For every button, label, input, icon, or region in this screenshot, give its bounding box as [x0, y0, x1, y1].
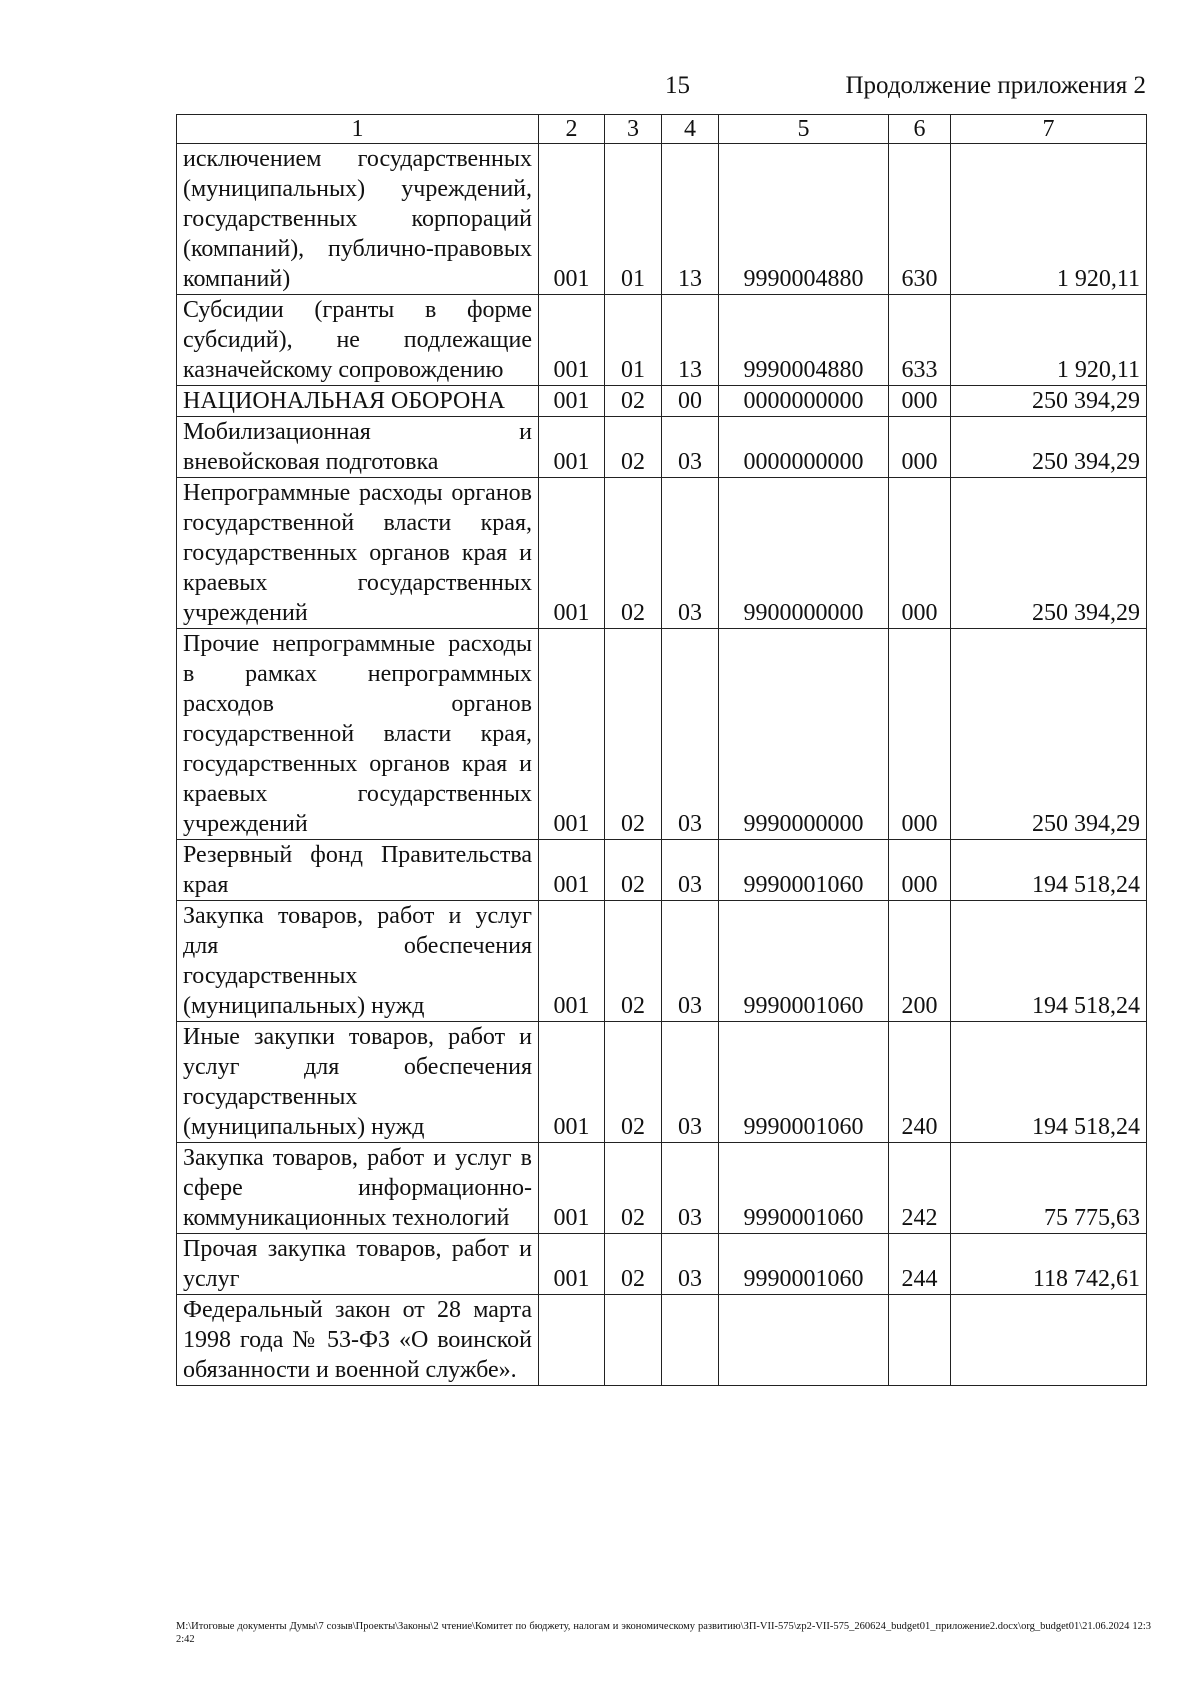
cell-section: 02	[605, 386, 662, 417]
cell-amount: 250 394,29	[951, 478, 1147, 629]
cell-section: 02	[605, 901, 662, 1022]
column-header: 3	[605, 115, 662, 144]
cell-target-article: 0000000000	[719, 417, 889, 478]
table-row	[177, 840, 1147, 901]
cell-amount: 1 920,11	[951, 295, 1147, 386]
row-description: исключением государственных (муниципальных) учреждений, государственных корпораций (компаний), публично-правовых компаний)	[177, 144, 539, 295]
column-header: 2	[539, 115, 605, 144]
cell-subsection: 00	[662, 386, 719, 417]
cell-expense-type: 000	[889, 417, 951, 478]
row-description: Закупка товаров, работ и услуг в сфере информационно-коммуникационных технологий	[177, 1143, 539, 1234]
cell-subsection: 03	[662, 1022, 719, 1143]
cell-amount	[951, 1295, 1147, 1386]
cell-admin-code: 001	[539, 1234, 605, 1295]
cell-amount: 194 518,24	[951, 840, 1147, 901]
table-row	[177, 478, 1147, 629]
table-header-row	[177, 115, 1147, 144]
cell-section: 02	[605, 629, 662, 840]
table-row	[177, 417, 1147, 478]
cell-expense-type: 240	[889, 1022, 951, 1143]
cell-target-article: 9990001060	[719, 1022, 889, 1143]
cell-subsection: 03	[662, 629, 719, 840]
cell-admin-code: 001	[539, 901, 605, 1022]
cell-subsection	[662, 1295, 719, 1386]
cell-section: 02	[605, 1234, 662, 1295]
table-row	[177, 144, 1147, 295]
cell-target-article: 9990001060	[719, 1234, 889, 1295]
row-description: Федеральный закон от 28 марта 1998 года № 53-ФЗ «О воинской обязанности и военной службе».	[177, 1295, 539, 1386]
cell-amount: 250 394,29	[951, 386, 1147, 417]
cell-target-article: 9990001060	[719, 840, 889, 901]
cell-subsection: 13	[662, 295, 719, 386]
cell-section: 02	[605, 478, 662, 629]
cell-subsection: 03	[662, 417, 719, 478]
table-row	[177, 1234, 1147, 1295]
cell-target-article: 9990004880	[719, 295, 889, 386]
cell-subsection: 03	[662, 478, 719, 629]
cell-expense-type: 244	[889, 1234, 951, 1295]
cell-expense-type: 200	[889, 901, 951, 1022]
column-header: 5	[719, 115, 889, 144]
cell-admin-code: 001	[539, 478, 605, 629]
table-row	[177, 1295, 1147, 1386]
continuation-label: Продолжение приложения 2	[845, 72, 1146, 99]
column-header: 4	[662, 115, 719, 144]
cell-amount: 250 394,29	[951, 417, 1147, 478]
row-description: НАЦИОНАЛЬНАЯ ОБОРОНА	[177, 386, 539, 417]
cell-admin-code: 001	[539, 144, 605, 295]
column-header: 6	[889, 115, 951, 144]
file-path-footer: М:\Итоговые документы Думы\7 созыв\Проекты\Законы\2 чтение\Комитет по бюджету, налогам и экономическому развитию\ЗП-VII-575\zp2-VII-575_260624_budget01_приложение2.docx\org_budget01\21.06.2024 12:32:42	[176, 1621, 1151, 1645]
table-row	[177, 901, 1147, 1022]
cell-expense-type: 633	[889, 295, 951, 386]
row-description: Субсидии (гранты в форме субсидий), не подлежащие казначейскому сопровождению	[177, 295, 539, 386]
row-description: Резервный фонд Правительства края	[177, 840, 539, 901]
cell-admin-code: 001	[539, 1143, 605, 1234]
cell-admin-code	[539, 1295, 605, 1386]
budget-table	[176, 114, 1147, 1386]
row-description: Мобилизационная и вневойсковая подготовка	[177, 417, 539, 478]
cell-target-article	[719, 1295, 889, 1386]
cell-admin-code: 001	[539, 840, 605, 901]
cell-expense-type: 630	[889, 144, 951, 295]
row-description: Иные закупки товаров, работ и услуг для обеспечения государственных (муниципальных) нужд	[177, 1022, 539, 1143]
cell-admin-code: 001	[539, 386, 605, 417]
cell-amount: 1 920,11	[951, 144, 1147, 295]
page-number: 15	[665, 72, 690, 99]
cell-section: 02	[605, 1143, 662, 1234]
cell-expense-type	[889, 1295, 951, 1386]
cell-expense-type: 242	[889, 1143, 951, 1234]
cell-amount: 194 518,24	[951, 901, 1147, 1022]
cell-admin-code: 001	[539, 417, 605, 478]
row-description: Непрограммные расходы органов государственной власти края, государственных органов края и краевых государственных учреждений	[177, 478, 539, 629]
cell-subsection: 03	[662, 1234, 719, 1295]
cell-amount: 250 394,29	[951, 629, 1147, 840]
cell-expense-type: 000	[889, 840, 951, 901]
cell-amount: 118 742,61	[951, 1234, 1147, 1295]
cell-admin-code: 001	[539, 629, 605, 840]
table-row	[177, 295, 1147, 386]
cell-section: 01	[605, 144, 662, 295]
column-header: 7	[951, 115, 1147, 144]
cell-target-article: 9900000000	[719, 478, 889, 629]
cell-target-article: 9990001060	[719, 1143, 889, 1234]
cell-target-article: 9990001060	[719, 901, 889, 1022]
cell-subsection: 13	[662, 144, 719, 295]
cell-target-article: 9990004880	[719, 144, 889, 295]
cell-subsection: 03	[662, 840, 719, 901]
row-description: Прочая закупка товаров, работ и услуг	[177, 1234, 539, 1295]
cell-subsection: 03	[662, 901, 719, 1022]
cell-section	[605, 1295, 662, 1386]
cell-section: 01	[605, 295, 662, 386]
table-row	[177, 629, 1147, 840]
cell-expense-type: 000	[889, 478, 951, 629]
cell-section: 02	[605, 1022, 662, 1143]
cell-amount: 194 518,24	[951, 1022, 1147, 1143]
cell-expense-type: 000	[889, 629, 951, 840]
row-description: Прочие непрограммные расходы в рамках непрограммных расходов органов государственной власти края, государственных органов края и краевых государственных учреждений	[177, 629, 539, 840]
table-row	[177, 386, 1147, 417]
cell-amount: 75 775,63	[951, 1143, 1147, 1234]
cell-target-article: 9990000000	[719, 629, 889, 840]
cell-subsection: 03	[662, 1143, 719, 1234]
column-header: 1	[177, 115, 539, 144]
row-description: Закупка товаров, работ и услуг для обеспечения государственных (муниципальных) нужд	[177, 901, 539, 1022]
cell-section: 02	[605, 840, 662, 901]
cell-admin-code: 001	[539, 295, 605, 386]
table-row	[177, 1022, 1147, 1143]
cell-section: 02	[605, 417, 662, 478]
cell-target-article: 0000000000	[719, 386, 889, 417]
cell-expense-type: 000	[889, 386, 951, 417]
table-row	[177, 1143, 1147, 1234]
cell-admin-code: 001	[539, 1022, 605, 1143]
